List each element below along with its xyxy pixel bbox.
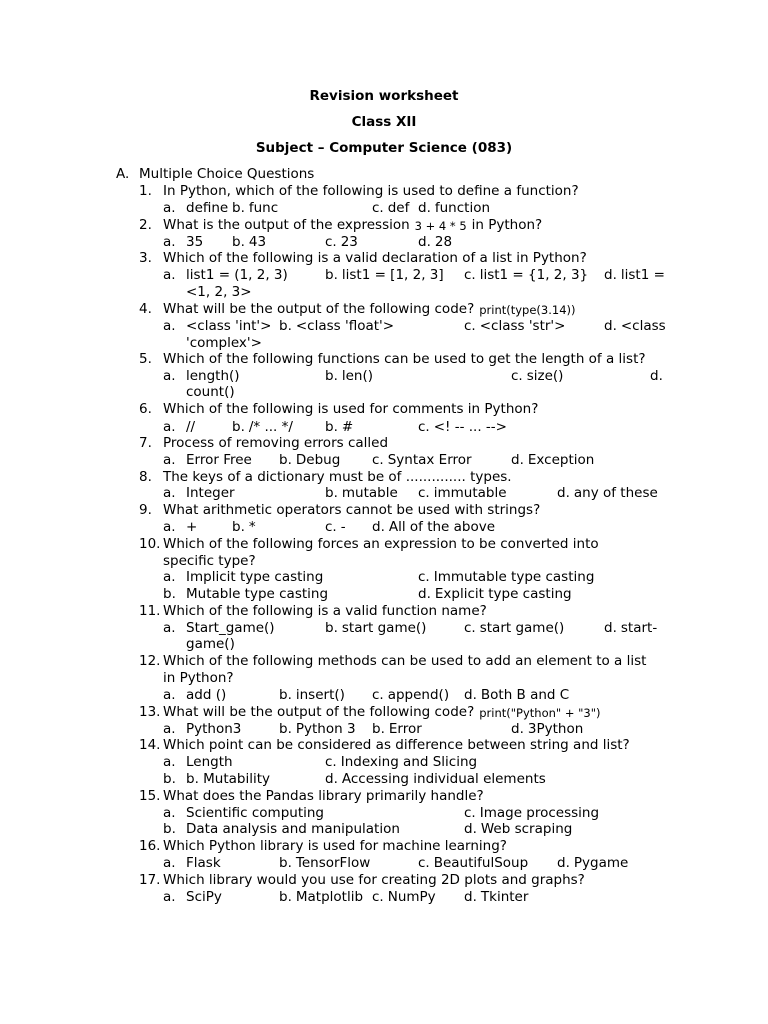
option-letter: c. [418, 569, 430, 585]
option-letter: b. [325, 368, 338, 384]
question-number: 8. [139, 469, 152, 485]
option-letter: b. [372, 721, 385, 737]
question-text: What will be the output of the following code? [163, 704, 475, 720]
option-text: length() [186, 368, 240, 384]
option-text-continued: 'complex'> [186, 335, 262, 351]
option-letter: c. [325, 754, 337, 770]
option-letter: d. [418, 586, 431, 602]
option-letter: c. [418, 419, 430, 435]
option-letter: a. [163, 200, 176, 216]
question-number: 13. [139, 704, 161, 720]
question-text: Which Python library is used for machine learning? [163, 838, 507, 854]
option-text: // [186, 419, 196, 435]
question-text: The keys of a dictionary must be of .............. types. [163, 469, 512, 485]
option-letter: b. [279, 452, 292, 468]
option-text: <class 'int'> [186, 318, 272, 334]
page-title: Revision worksheet [309, 88, 459, 104]
option-letter: d. [372, 519, 385, 535]
option-text: mutable [341, 485, 398, 501]
option-letter: c. [372, 687, 384, 703]
option-letter: d. [604, 318, 617, 334]
question-number: 2. [139, 217, 152, 233]
option-letter: a. [163, 485, 176, 501]
option-letter: b. [325, 267, 338, 283]
option-text: def [387, 200, 410, 216]
option-letter: d. [464, 687, 477, 703]
option-letter: d. [650, 368, 663, 384]
question-text: What arithmetic operators cannot be used with strings? [163, 502, 541, 518]
option-letter: b. [163, 771, 176, 787]
question-number: 5. [139, 351, 152, 367]
question-number: 15. [139, 788, 161, 804]
subject-heading: Subject – Computer Science (083) [255, 140, 513, 156]
question-number: 4. [139, 301, 152, 317]
question-text: What will be the output of the following code? [163, 301, 475, 317]
option-text: b. Mutability [186, 771, 271, 787]
option-text: Tkinter [480, 889, 529, 905]
option-letter: a. [163, 754, 176, 770]
option-letter: c. [325, 234, 337, 250]
option-text: - [340, 519, 346, 535]
question-number: 10. [139, 536, 161, 552]
option-text: Flask [186, 855, 221, 871]
question-number: 17. [139, 872, 161, 888]
option-text: * [248, 519, 256, 535]
option-letter: d. [464, 821, 477, 837]
question-text: What is the output of the expression [163, 217, 410, 233]
option-text: size() [526, 368, 564, 384]
option-letter: b. [325, 485, 338, 501]
option-letter: c. [325, 519, 337, 535]
question-text: Which of the following is used for comments in Python? [163, 401, 539, 417]
question-code: 3 + 4 * 5 [414, 219, 467, 233]
option-text: len() [341, 368, 374, 384]
option-text: list1 = [620, 267, 665, 283]
option-letter: d. [557, 855, 570, 871]
option-letter: b. [232, 200, 245, 216]
option-letter: b. [232, 234, 245, 250]
option-letter: c. [372, 452, 384, 468]
option-text: Debug [295, 452, 341, 468]
option-text: Pygame [573, 855, 629, 871]
option-text-continued: count() [186, 384, 235, 400]
option-text: insert() [295, 687, 345, 703]
option-letter: b. [163, 586, 176, 602]
question-number: 3. [139, 250, 152, 266]
option-text: Implicit type casting [186, 569, 324, 585]
question-number: 14. [139, 737, 161, 753]
question-code: print(type(3.14)) [479, 303, 576, 317]
class-heading: Class XII [351, 114, 417, 130]
option-letter: a. [163, 569, 176, 585]
option-text: Error [388, 721, 422, 737]
option-letter: a. [163, 889, 176, 905]
option-text: Accessing individual elements [341, 771, 546, 787]
option-letter: b. [279, 721, 292, 737]
option-letter: a. [163, 419, 176, 435]
option-text: <class [620, 318, 666, 334]
option-letter: d. [418, 234, 431, 250]
option-letter: c. [372, 200, 384, 216]
option-letter: a. [163, 452, 176, 468]
option-text: Start_game() [186, 620, 275, 636]
question-text: Which of the following methods can be used to add an element to a list [163, 653, 647, 669]
option-text: 3Python [527, 721, 584, 737]
question-text: Which of the following is a valid declaration of a list in Python? [163, 250, 587, 266]
question-text: In Python, which of the following is used to define a function? [163, 183, 579, 199]
option-text: <class 'str'> [479, 318, 566, 334]
option-letter: d. [511, 452, 524, 468]
question-number: 1. [139, 183, 152, 199]
option-text: <class 'float'> [295, 318, 395, 334]
question-text-continued: specific type? [163, 553, 256, 569]
option-letter: b. [279, 318, 292, 334]
option-letter: a. [163, 234, 176, 250]
option-text: Mutable type casting [186, 586, 329, 602]
option-letter: a. [163, 805, 176, 821]
option-text: Length [186, 754, 233, 770]
option-text: 35 [186, 234, 204, 250]
option-text: 28 [434, 234, 453, 250]
option-text: /* ... */ [248, 419, 293, 435]
option-text: # [341, 419, 354, 435]
option-letter: a. [163, 519, 176, 535]
option-letter: d. [511, 721, 524, 737]
option-letter: a. [163, 620, 176, 636]
option-text: list1 = [1, 2, 3] [341, 267, 444, 283]
option-text: Exception [527, 452, 595, 468]
option-letter: a. [163, 687, 176, 703]
question-number: 16. [139, 838, 161, 854]
option-letter: c. [372, 889, 384, 905]
option-letter: d. [557, 485, 570, 501]
option-text: immutable [433, 485, 507, 501]
option-text: Matplotlib [295, 889, 364, 905]
question-text: What does the Pandas library primarily handle? [163, 788, 484, 804]
option-text: <! -- ... --> [433, 419, 507, 435]
option-letter: b. [279, 687, 292, 703]
question-text: Which of the following forces an expression to be converted into [163, 536, 599, 552]
option-letter: d. [604, 267, 617, 283]
option-text: Indexing and Slicing [340, 754, 478, 770]
option-text: Web scraping [480, 821, 573, 837]
option-text: append() [387, 687, 450, 703]
option-letter: a. [163, 318, 176, 334]
option-letter: c. [464, 805, 476, 821]
option-letter: c. [464, 318, 476, 334]
option-letter: b. [232, 419, 245, 435]
option-text: BeautifulSoup [433, 855, 529, 871]
question-code: print("Python" + "3") [479, 706, 601, 720]
option-letter: c. [511, 368, 523, 384]
section-title: Multiple Choice Questions [139, 166, 315, 182]
option-text: start game() [479, 620, 565, 636]
option-letter: c. [464, 620, 476, 636]
option-letter: d. [604, 620, 617, 636]
option-text: Image processing [479, 805, 600, 821]
option-text: define [186, 200, 229, 216]
question-text-after: in Python? [471, 217, 543, 233]
option-text-continued: game() [186, 636, 235, 652]
option-letter: d. [325, 771, 338, 787]
option-text: All of the above [388, 519, 496, 535]
option-text: Python3 [186, 721, 242, 737]
option-letter: b. [279, 889, 292, 905]
option-text: start- [620, 620, 658, 636]
question-text-continued: in Python? [163, 670, 234, 686]
option-text: NumPy [387, 889, 436, 905]
question-text: Which point can be considered as difference between string and list? [163, 737, 630, 753]
option-text: Scientific computing [186, 805, 324, 821]
option-letter: b. [279, 855, 292, 871]
section-marker: A. [116, 166, 130, 182]
option-letter: c. [418, 855, 430, 871]
option-text: + [186, 519, 198, 535]
option-text: function [434, 200, 491, 216]
option-text: Both B and C [480, 687, 570, 703]
option-letter: a. [163, 721, 176, 737]
option-letter: b. [325, 419, 338, 435]
option-letter: d. [418, 200, 431, 216]
question-text: Which library would you use for creating 2D plots and graphs? [163, 872, 585, 888]
option-letter: a. [163, 855, 176, 871]
option-text-continued: <1, 2, 3> [186, 284, 252, 300]
option-text: Explicit type casting [434, 586, 572, 602]
option-text: Integer [186, 485, 235, 501]
question-number: 11. [139, 603, 161, 619]
question-number: 9. [139, 502, 152, 518]
option-letter: c. [464, 267, 476, 283]
option-text: SciPy [186, 889, 222, 905]
option-text: add () [186, 687, 227, 703]
option-letter: b. [232, 519, 245, 535]
option-text: Python 3 [295, 721, 356, 737]
option-text: list1 = (1, 2, 3) [186, 267, 288, 283]
option-letter: c. [418, 485, 430, 501]
question-text: Which of the following is a valid function name? [163, 603, 487, 619]
option-text: any of these [573, 485, 658, 501]
question-text: Which of the following functions can be used to get the length of a list? [163, 351, 646, 367]
option-text: 23 [340, 234, 358, 250]
option-text: list1 = {1, 2, 3} [479, 267, 589, 283]
option-letter: d. [464, 889, 477, 905]
option-text: Immutable type casting [433, 569, 595, 585]
option-text: Data analysis and manipulation [186, 821, 400, 837]
option-text: Syntax Error [387, 452, 472, 468]
option-text: TensorFlow [295, 855, 371, 871]
option-letter: b. [325, 620, 338, 636]
question-number: 7. [139, 435, 152, 451]
option-text: Error Free [186, 452, 252, 468]
option-letter: a. [163, 368, 176, 384]
option-text: 43 [248, 234, 267, 250]
option-text: start game() [341, 620, 427, 636]
option-text: func [248, 200, 279, 216]
option-letter: b. [163, 821, 176, 837]
question-number: 6. [139, 401, 152, 417]
question-text: Process of removing errors called [163, 435, 389, 451]
question-number: 12. [139, 653, 161, 669]
option-letter: a. [163, 267, 176, 283]
